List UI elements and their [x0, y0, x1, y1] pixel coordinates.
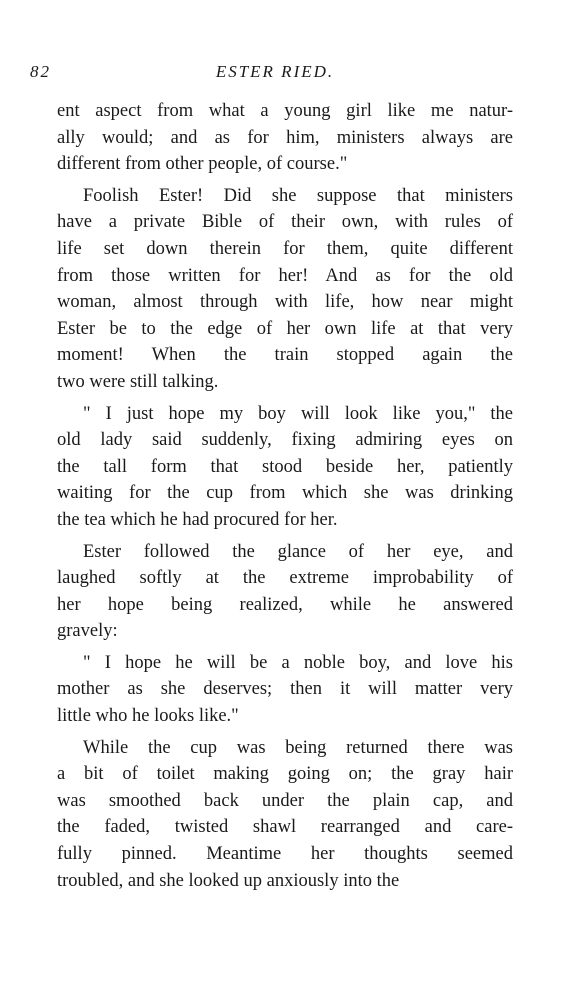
text-line: was smoothed back under the plain cap, and — [57, 790, 513, 811]
text-line: the tall form that stood beside her, patiently — [57, 456, 513, 477]
text-line: little who he looks like." — [57, 706, 239, 727]
paragraph — [57, 735, 513, 895]
text-line: different from other people, of course." — [57, 154, 348, 175]
body-text — [57, 98, 513, 894]
text-line: from those written for her! And as for the old — [57, 265, 513, 286]
text-line: have a private Bible of their own, with rules of — [57, 212, 513, 233]
text-line: two were still talking. — [57, 371, 219, 392]
paragraph — [57, 650, 513, 730]
text-line: woman, almost through with life, how near might — [57, 292, 513, 313]
paragraph — [57, 98, 513, 178]
paragraph — [57, 539, 513, 645]
text-line: waiting for the cup from which she was drinking — [57, 483, 513, 504]
text-line: laughed softly at the extreme improbability of — [57, 568, 513, 589]
text-line: a bit of toilet making going on; the gray hair — [57, 764, 513, 785]
text-line: gravely: — [57, 621, 118, 642]
paragraph — [57, 401, 513, 534]
paragraph — [57, 183, 513, 396]
text-line: Ester be to the edge of her own life at that very — [57, 318, 513, 339]
text-line: life set down therein for them, quite different — [57, 238, 513, 259]
text-line: the faded, twisted shawl rearranged and care- — [57, 817, 513, 838]
page-number: 82 — [30, 62, 51, 81]
text-line: troubled, and she looked up anxiously into the — [57, 870, 400, 891]
text-line: her hope being realized, while he answered — [57, 594, 513, 615]
text-line: mother as she deserves; then it will matter very — [57, 679, 513, 700]
text-line: fully pinned. Meantime her thoughts seemed — [57, 844, 513, 865]
text-line: While the cup was being returned there was — [83, 737, 513, 758]
text-line: " I hope he will be a noble boy, and love his — [83, 652, 513, 673]
page-header — [30, 62, 520, 90]
running-head: ESTER RIED. — [215, 62, 335, 81]
text-line: moment! When the train stopped again the — [57, 345, 513, 366]
text-line: the tea which he had procured for her. — [57, 509, 338, 530]
text-line: Foolish Ester! Did she suppose that ministers — [83, 185, 513, 206]
text-line: old lady said suddenly, fixing admiring eyes on — [57, 430, 513, 451]
text-line: Ester followed the glance of her eye, and — [83, 541, 513, 562]
text-line: ent aspect from what a young girl like me natur- — [57, 101, 513, 121]
text-line: ally would; and as for him, ministers always are — [57, 127, 513, 148]
text-line: " I just hope my boy will look like you," the — [83, 403, 513, 424]
